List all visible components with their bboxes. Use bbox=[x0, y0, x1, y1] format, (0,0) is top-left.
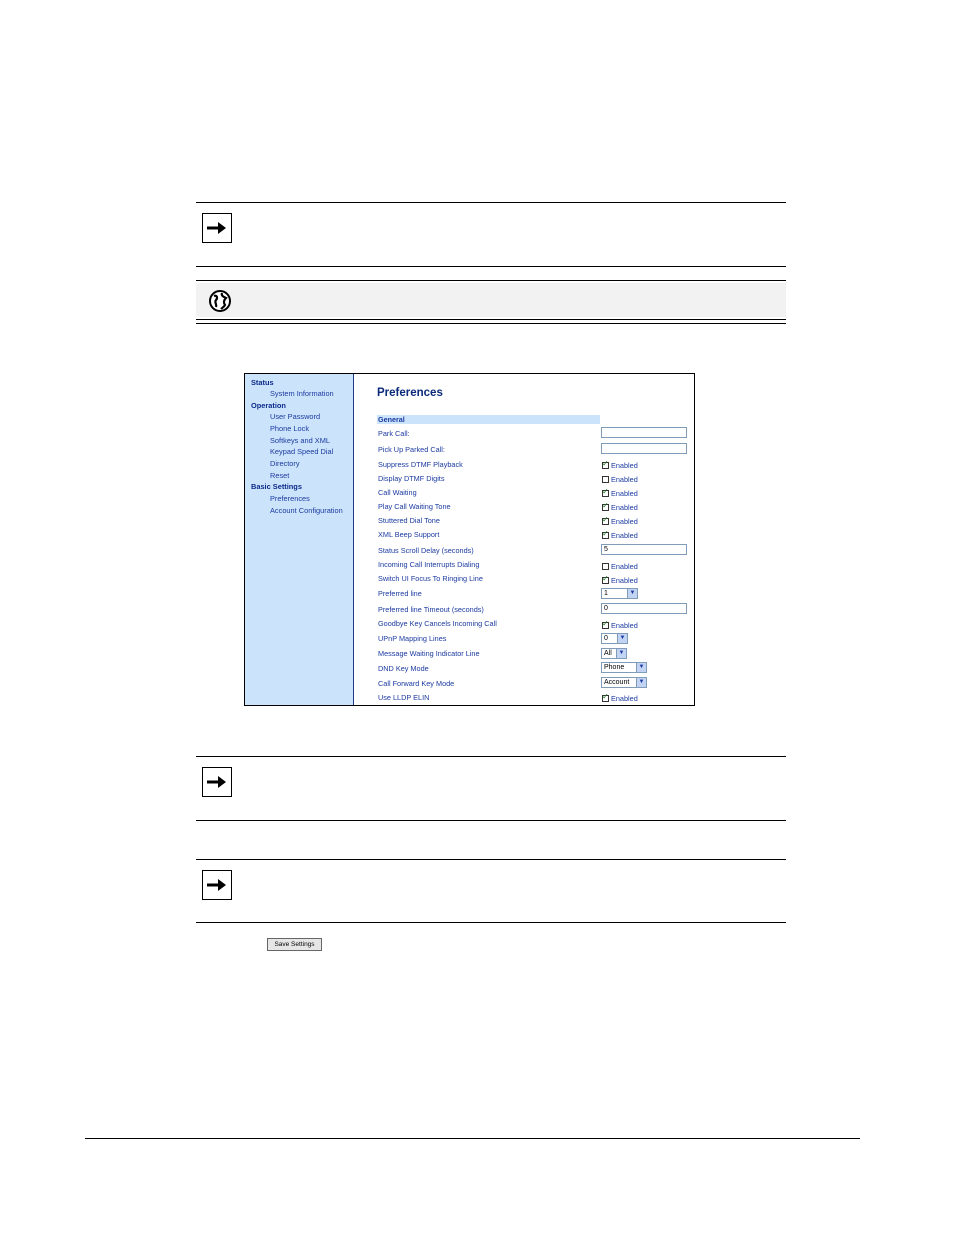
checkbox-icon bbox=[602, 476, 609, 483]
row-label-call-waiting-tone: Play Call Waiting Tone bbox=[378, 502, 451, 511]
mwi-line-value: All bbox=[604, 650, 612, 657]
enabled-label: Enabled bbox=[611, 621, 638, 630]
row-label-incoming-interrupts: Incoming Call Interrupts Dialing bbox=[378, 560, 480, 569]
stuttered-dial-tone-checkbox[interactable] bbox=[602, 517, 638, 526]
sidebar-head-basic-settings: Basic Settings bbox=[251, 482, 302, 491]
row-label-status-scroll-delay: Status Scroll Delay (seconds) bbox=[378, 546, 474, 555]
preferences-screenshot bbox=[244, 373, 695, 706]
note-rule-top-3 bbox=[196, 859, 786, 860]
dnd-mode-select[interactable] bbox=[601, 662, 647, 673]
sidebar-item-directory[interactable]: Directory bbox=[270, 459, 300, 468]
park-call-input[interactable] bbox=[601, 427, 687, 438]
checkbox-icon bbox=[602, 622, 609, 629]
enabled-label: Enabled bbox=[611, 694, 638, 703]
sidebar-head-operation: Operation bbox=[251, 401, 286, 410]
web-rule-bottom-b bbox=[196, 323, 786, 324]
sidebar-head-status: Status bbox=[251, 378, 274, 387]
web-rule-bottom-a bbox=[196, 319, 786, 320]
enabled-label: Enabled bbox=[611, 503, 638, 512]
chevron-down-icon: ▼ bbox=[616, 649, 626, 658]
row-label-dnd-mode: DND Key Mode bbox=[378, 664, 429, 673]
call-forward-mode-select[interactable] bbox=[601, 677, 647, 688]
enabled-label: Enabled bbox=[611, 517, 638, 526]
sidebar-item-phone-lock[interactable]: Phone Lock bbox=[270, 424, 310, 433]
row-label-goodbye-key: Goodbye Key Cancels Incoming Call bbox=[378, 619, 497, 628]
lldp-elin-checkbox[interactable] bbox=[602, 694, 638, 703]
note-rule-bottom-1 bbox=[196, 266, 786, 267]
checkbox-icon bbox=[602, 518, 609, 525]
sidebar-item-user-password[interactable]: User Password bbox=[270, 412, 321, 421]
dnd-mode-value: Phone bbox=[604, 664, 625, 671]
row-label-suppress-dtmf: Suppress DTMF Playback bbox=[378, 460, 463, 469]
row-label-preferred-timeout: Preferred line Timeout (seconds) bbox=[378, 605, 484, 614]
preferred-line-select[interactable] bbox=[601, 588, 638, 599]
chevron-down-icon: ▼ bbox=[627, 589, 637, 598]
row-label-display-dtmf: Display DTMF Digits bbox=[378, 474, 445, 483]
row-label-pickup-parked: Pick Up Parked Call: bbox=[378, 445, 445, 454]
pickup-parked-input[interactable] bbox=[601, 443, 687, 454]
note-arrow-icon bbox=[202, 767, 232, 797]
row-label-lldp-elin: Use LLDP ELIN bbox=[378, 693, 430, 702]
note-rule-top-1 bbox=[196, 202, 786, 203]
incoming-interrupts-checkbox[interactable] bbox=[602, 562, 638, 571]
row-label-park-call: Park Call: bbox=[378, 429, 410, 438]
enabled-label: Enabled bbox=[611, 562, 638, 571]
note-rule-bottom-2 bbox=[196, 820, 786, 821]
enabled-label: Enabled bbox=[611, 475, 638, 484]
row-label-xml-beep: XML Beep Support bbox=[378, 530, 440, 539]
note-rule-top-2 bbox=[196, 756, 786, 757]
enabled-label: Enabled bbox=[611, 576, 638, 585]
checkbox-icon bbox=[602, 462, 609, 469]
note-arrow-icon bbox=[202, 213, 232, 243]
checkbox-icon bbox=[602, 490, 609, 497]
row-label-stuttered-dial-tone: Stuttered Dial Tone bbox=[378, 516, 440, 525]
mwi-line-select[interactable] bbox=[601, 648, 627, 659]
switch-focus-checkbox[interactable] bbox=[602, 576, 638, 585]
chevron-down-icon: ▼ bbox=[636, 678, 646, 687]
goodbye-key-checkbox[interactable] bbox=[602, 621, 638, 630]
page-title: Preferences bbox=[377, 387, 443, 399]
sidebar-item-account-configuration[interactable]: Account Configuration bbox=[270, 506, 343, 515]
call-forward-mode-value: Account bbox=[604, 679, 630, 686]
row-label-mwi-line: Message Waiting Indicator Line bbox=[378, 649, 480, 658]
web-rule-top-a bbox=[196, 280, 786, 281]
globe-icon bbox=[208, 289, 232, 313]
sidebar-item-reset[interactable]: Reset bbox=[270, 471, 290, 480]
enabled-label: Enabled bbox=[611, 489, 638, 498]
sidebar-item-system-information[interactable]: System Information bbox=[270, 389, 334, 398]
call-waiting-checkbox[interactable] bbox=[602, 489, 638, 498]
row-label-upnp: UPnP Mapping Lines bbox=[378, 634, 447, 643]
sidebar-item-keypad[interactable]: Keypad Speed Dial bbox=[270, 447, 334, 456]
upnp-select[interactable] bbox=[601, 633, 628, 644]
status-scroll-delay-input[interactable]: 5 bbox=[601, 544, 687, 555]
footer-rule bbox=[85, 1138, 860, 1139]
checkbox-icon bbox=[602, 695, 609, 702]
upnp-value: 0 bbox=[604, 635, 608, 642]
xml-beep-checkbox[interactable] bbox=[602, 531, 638, 540]
sidebar-item-preferences[interactable]: Preferences bbox=[270, 494, 310, 503]
row-label-switch-focus: Switch UI Focus To Ringing Line bbox=[378, 574, 483, 583]
note-rule-bottom-3 bbox=[196, 922, 786, 923]
preferred-timeout-input[interactable]: 0 bbox=[601, 603, 687, 614]
row-label-call-forward-mode: Call Forward Key Mode bbox=[378, 679, 455, 688]
chevron-down-icon: ▼ bbox=[617, 634, 627, 643]
enabled-label: Enabled bbox=[611, 461, 638, 470]
suppress-dtmf-checkbox[interactable] bbox=[602, 461, 638, 470]
row-label-call-waiting: Call Waiting bbox=[378, 488, 417, 497]
preferred-line-value: 1 bbox=[604, 590, 608, 597]
display-dtmf-checkbox[interactable] bbox=[602, 475, 638, 484]
checkbox-icon bbox=[602, 577, 609, 584]
sidebar bbox=[245, 374, 354, 705]
section-general: General bbox=[377, 415, 600, 424]
enabled-label: Enabled bbox=[611, 531, 638, 540]
save-settings-button[interactable]: Save Settings bbox=[267, 938, 322, 951]
web-ui-band bbox=[196, 283, 786, 317]
sidebar-item-softkeys[interactable]: Softkeys and XML bbox=[270, 436, 330, 445]
chevron-down-icon: ▼ bbox=[636, 663, 646, 672]
checkbox-icon bbox=[602, 563, 609, 570]
checkbox-icon bbox=[602, 532, 609, 539]
note-arrow-icon bbox=[202, 870, 232, 900]
row-label-preferred-line: Preferred line bbox=[378, 589, 422, 598]
call-waiting-tone-checkbox[interactable] bbox=[602, 503, 638, 512]
preferences-content bbox=[355, 374, 694, 705]
checkbox-icon bbox=[602, 504, 609, 511]
